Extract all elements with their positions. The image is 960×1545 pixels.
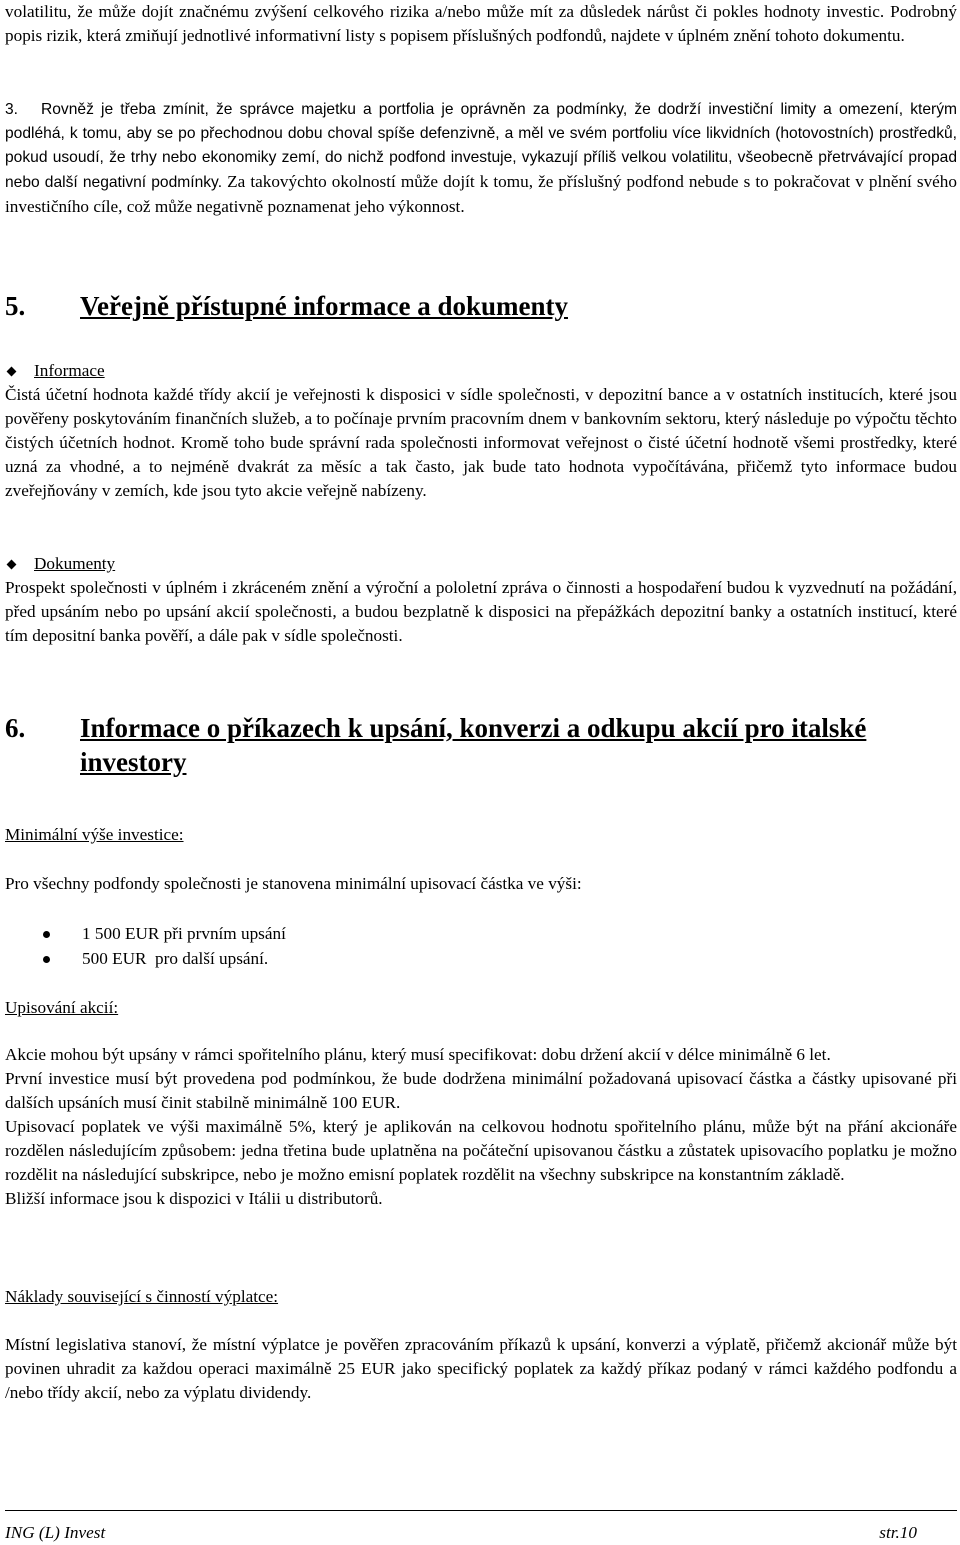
footer-document-title: ING (L) Invest <box>5 1523 106 1542</box>
list-item-text: 1 500 EUR při prvním upsání <box>82 924 286 943</box>
informace-label: Informace <box>34 361 105 380</box>
diamond-bullet-icon <box>7 559 17 569</box>
section-6-heading <box>5 711 957 779</box>
min-investice-heading: Minimální výše investice: <box>5 825 184 844</box>
section-6-title-line-1: Informace o příkazech k upsání, konverzi a odkupu akcií pro italské <box>80 713 867 743</box>
section-5-title: Veřejně přístupné informace a dokumenty <box>80 291 568 321</box>
section-5-heading <box>5 289 957 323</box>
point-3-paragraph <box>5 98 957 220</box>
dokumenty-paragraph: Prospekt společnosti v úplném i zkráceném znění a výroční a pololetní zpráva o činnosti a hospodaření budou k vyzvednutí na požádání, před upsáním nebo po upsání akcií společnosti, a budou bezplatně k disposici na přepážkách depozitní banky a ostatních institucí, které tím depositní banka pověří, a dále pak v sídle společnosti. <box>5 578 957 645</box>
dokumenty-subheading <box>5 552 957 576</box>
informace-paragraph: Čistá účetní hodnota každé třídy akcií je veřejnosti k disposici v sídle společnosti, v depozitní bance a v ostatních institucích, které jsou pověřeny poskytováním finančních služeb, a to počínaje prvním pracovním dnem v bankovním sektoru, který následuje po výpočtu těchto čistých účetních hodnot. Kromě toho bude správní rada společnosti informovat veřejnost o čisté účetní hodnotě všemi prostředky, které uzná za vhodné, a to nejméně dvakrát za měsíc a tak často, jak bude tato hodnota vypočítávána, přičemž tyto informace budou zveřejňovány v zemích, kde jsou tyto akcie veřejně nabízeny. <box>5 385 957 500</box>
naklady-paragraph: Místní legislativa stanoví, že místní výplatce je pověřen zpracováním příkazů k upsání, konverzi a výplatě, přičemž akcionář může být povinen uhradit za každou operaci maximálně 25 EUR jako specifický poplatek za každý příkaz podaný v rámci každého podfondu a /nebo třídy akcií, nebo za výplatu dividendy. <box>5 1335 957 1402</box>
intro-paragraph: volatilitu, že může dojít značnému zvýšení celkového rizika a/nebo může mít za důsledek nárůst či pokles hodnoty investic. Podrobný popis rizik, která zmiňují jednotlivé informativní listy s popisem příslušných podfondů, najdete v úplném znění tohoto dokumentu. <box>5 2 957 45</box>
upisovani-heading: Upisování akcií: <box>5 998 119 1017</box>
page-footer <box>5 1510 957 1542</box>
point-3-number: 3. <box>5 101 19 118</box>
upisovani-paragraph-1: Akcie mohou být upsány v rámci spořitelního plánu, který musí specifikovat: dobu držení akcií v délce minimálně 6 let. <box>5 1045 831 1064</box>
section-6-number: 6. <box>5 713 26 743</box>
informace-subheading <box>5 359 957 383</box>
bullet-dot-icon <box>43 956 50 963</box>
point-3-text-2: Za takovýchto okolností může dojít k tomu, že příslušný podfond nebude s to pokračovat v plnění svého investičního cíle, což může negativně poznamenat jeho výkonnost. <box>5 172 957 216</box>
bullet-dot-icon <box>43 931 50 938</box>
list-item <box>5 922 286 946</box>
footer-page-number: str.10 <box>879 1523 917 1542</box>
section-5-number: 5. <box>5 291 26 321</box>
upisovani-paragraph-4: Bližší informace jsou k dispozici v Itálii u distributorů. <box>5 1189 383 1208</box>
dokumenty-label: Dokumenty <box>34 554 116 573</box>
naklady-heading: Náklady související s činností výplatce: <box>5 1287 279 1306</box>
list-item <box>5 947 268 971</box>
upisovani-body <box>5 1043 957 1211</box>
section-6-title <box>80 711 866 779</box>
list-item-text: 500 EUR pro další upsání. <box>82 949 269 968</box>
diamond-bullet-icon <box>7 366 17 376</box>
section-6-title-line-2: investory <box>80 747 187 777</box>
upisovani-paragraph-2: První investice musí být provedena pod podmínkou, že bude dodržena minimální požadovaná upisovací částka a částky upisované při dalších upsáních musí činit stabilně minimálně 100 EUR. <box>5 1069 957 1112</box>
upisovani-paragraph-3: Upisovací poplatek ve výši maximálně 5%, který je aplikován na celkovou hodnotu spořitelního plánu, může být na přání akcionáře rozdělen následujícím způsobem: jedna třetina bude uplatněna na počáteční upisovanou částku a zůstatek upisovacího poplatku je možno rozdělit na následující subskripce, nebo je možno emisní poplatek rozdělit na všechny subskripce na konstantním základě. <box>5 1117 957 1184</box>
min-investice-text: Pro všechny podfondy společnosti je stanovena minimální upisovací částka ve výši: <box>5 874 582 893</box>
point-3-text: Rovněž je třeba zmínit, že správce majetku a portfolia je oprávněn za podmínky, že dodrží investiční limity a omezení, kterým podléhá, k tomu, aby se po přechodnou dobu choval spíše defenzivně, a měl ve svém portfoliu více likvidních (hotovostních) prostředků, pokud usoudí, že trhy nebo ekonomiky zemí, do nichž podfond investuje, vykazují příliš velkou volatilitu, všeobecně přetrvávající propad nebo další negativní podmínky. <box>5 101 957 191</box>
